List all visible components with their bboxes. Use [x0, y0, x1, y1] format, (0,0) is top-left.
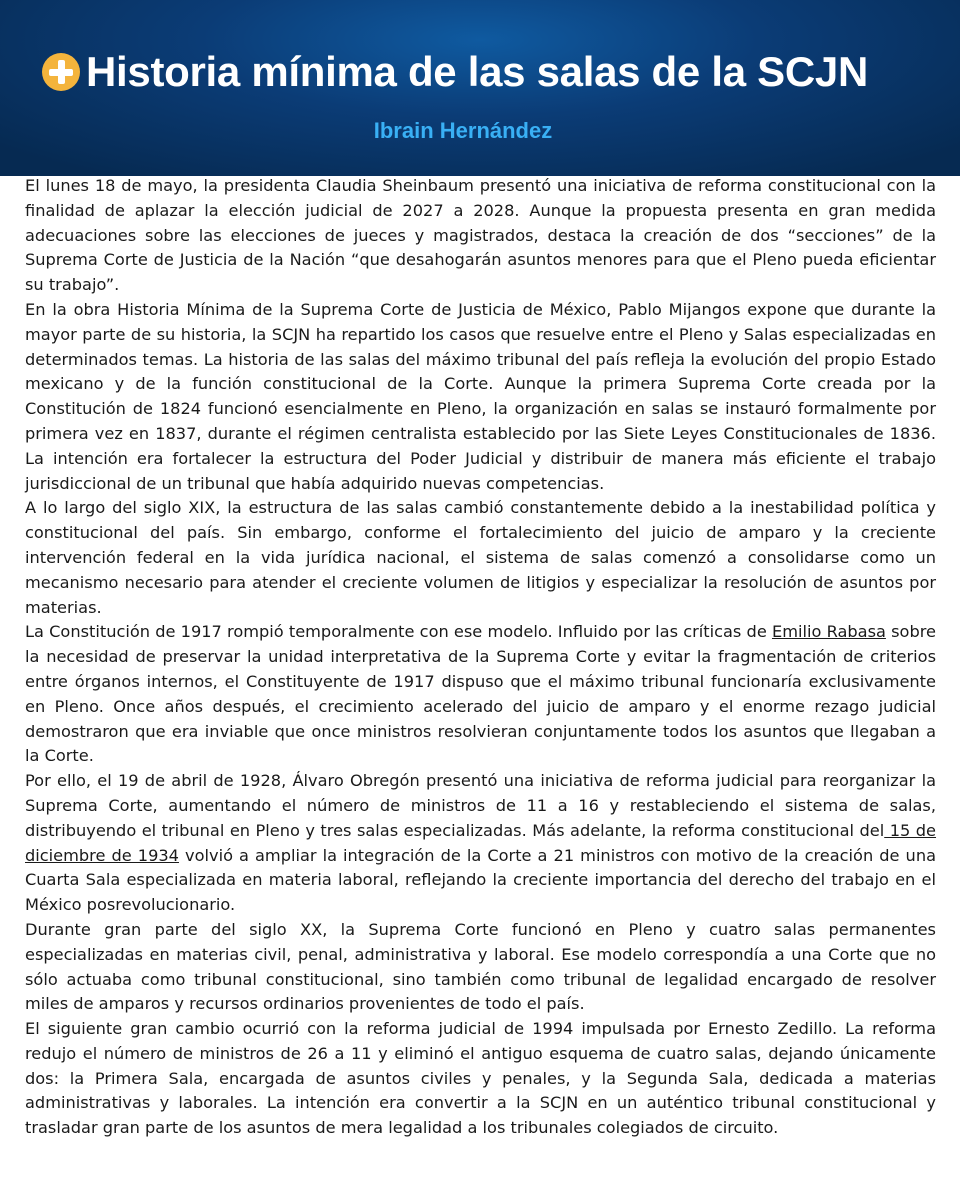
- paragraph-text: El lunes 18 de mayo, la presidenta Claudia Sheinbaum presentó una iniciativa de reforma constitucional con la finalidad de aplazar la elección judicial de 2027 a 2028. Aunque la propuesta presenta en gran medida adecuaciones sobre las elecciones de jueces y magistrados, destaca la creación de dos “secciones” de la Suprema Corte de Justicia de la Nación “que desahogarán asuntos menores para que el Pleno pueda eficientar su trabajo”.: [25, 176, 936, 295]
- plus-icon: [42, 53, 80, 91]
- paragraph-text: A lo largo del siglo XIX, la estructura de las salas cambió constantemente debido a la inestabilidad política y constitucional del país. Sin embargo, conforme el fortalecimiento del juicio de amparo y la creciente intervención federal en la vida jurídica nacional, el sistema de salas comenzó a consolidarse como un mecanismo necesario para atender el creciente volumen de litigios y especializar la resolución de asuntos por materias.: [25, 498, 936, 617]
- paragraph-text: Por ello, el 19 de abril de 1928, Álvaro Obregón presentó una iniciativa de reforma judicial para reorganizar la Suprema Corte, aumentando el número de ministros de 11 a 16 y restableciendo el sistema de salas, distribuyendo el tribunal en Pleno y tres salas especializadas. Más adelante, la reforma constitucional del: [25, 771, 936, 840]
- paragraph-text: El siguiente gran cambio ocurrió con la reforma judicial de 1994 impulsada por Ernesto Zedillo. La reforma redujo el número de ministros de 26 a 11 y eliminó el antiguo esquema de cuatro salas, dejando únicamente dos: la Primera Sala, encargada de asuntos civiles y penales, y la Segunda Sala, dedicada a materias administrativas y laborales. La intención era convertir a la SCJN en un auténtico tribunal constitucional y trasladar gran parte de los asuntos de mera legalidad a los tribunales colegiados de circuito.: [25, 1019, 936, 1138]
- paragraph-text: En la obra Historia Mínima de la Suprema Corte de Justicia de México, Pablo Mijangos expone que durante la mayor parte de su historia, la SCJN ha repartido los casos que resuelve entre el Pleno y Salas especializadas en determinados temas. La historia de las salas del máximo tribunal del país refleja la evolución del propio Estado mexicano y de la función constitucional de la Corte. Aunque la primera Suprema Corte creada por la Constitución de 1824 funcionó esencialmente en Pleno, la organización en salas se instauró formalmente por primera vez en 1837, durante el régimen centralista establecido por las Siete Leyes Constitucionales de 1836. La intención era fortalecer la estructura del Poder Judicial y distribuir de manera más eficiente el trabajo jurisdiccional de un tribunal que había adquirido nuevas competencias.: [25, 299, 936, 493]
- inline-link[interactable]: Emilio Rabasa: [771, 622, 886, 642]
- paragraph-text: Durante gran parte del siglo XX, la Suprema Corte funcionó en Pleno y cuatro salas permanentes especializadas en materias civil, penal, administrativa y laboral. Ese modelo correspondía a una Corte que no sólo actuaba como tribunal constitucional, sino también como tribunal de legalidad encargado de resolver miles de amparos y recursos ordinarios provenientes de todo el país.: [25, 919, 936, 1014]
- article-title: Historia mínima de las salas de la SCJN: [86, 48, 868, 95]
- article-paragraph: [25, 620, 936, 769]
- article-paragraph: [25, 918, 936, 1017]
- article-paragraph: [25, 1017, 936, 1141]
- article-paragraph: [25, 769, 936, 918]
- title-row: [42, 48, 868, 96]
- article-header: [0, 0, 960, 176]
- paragraph-text: volvió a ampliar la integración de la Corte a 21 ministros con motivo de la creación de una Cuarta Sala especializada en materia laboral, reflejando la creciente importancia del derecho del trabajo en el México posrevolucionario.: [25, 845, 936, 915]
- inline-link[interactable]: 15 de diciembre de 1934: [25, 820, 937, 865]
- paragraph-text: sobre la necesidad de preservar la unidad interpretativa de la Suprema Corte y evitar la fragmentación de criterios entre órganos internos, el Constituyente de 1917 dispuso que el máximo tribunal funcionaría exclusivamente en Pleno. Once años después, el crecimiento acelerado del juicio de amparo y el enorme rezago judicial demostraron que era inviable que once ministros resolvieran conjuntamente todos los asuntos que llegaban a la Corte.: [25, 622, 936, 766]
- author-name: Ibrain Hernández: [373, 118, 553, 143]
- article-paragraph: [25, 298, 936, 496]
- article-body: [25, 174, 936, 1141]
- paragraph-text: La Constitución de 1917 rompió temporalmente con ese modelo. Influido por las críticas de: [25, 622, 772, 642]
- article-paragraph: [25, 496, 936, 620]
- article-paragraph: [25, 174, 936, 298]
